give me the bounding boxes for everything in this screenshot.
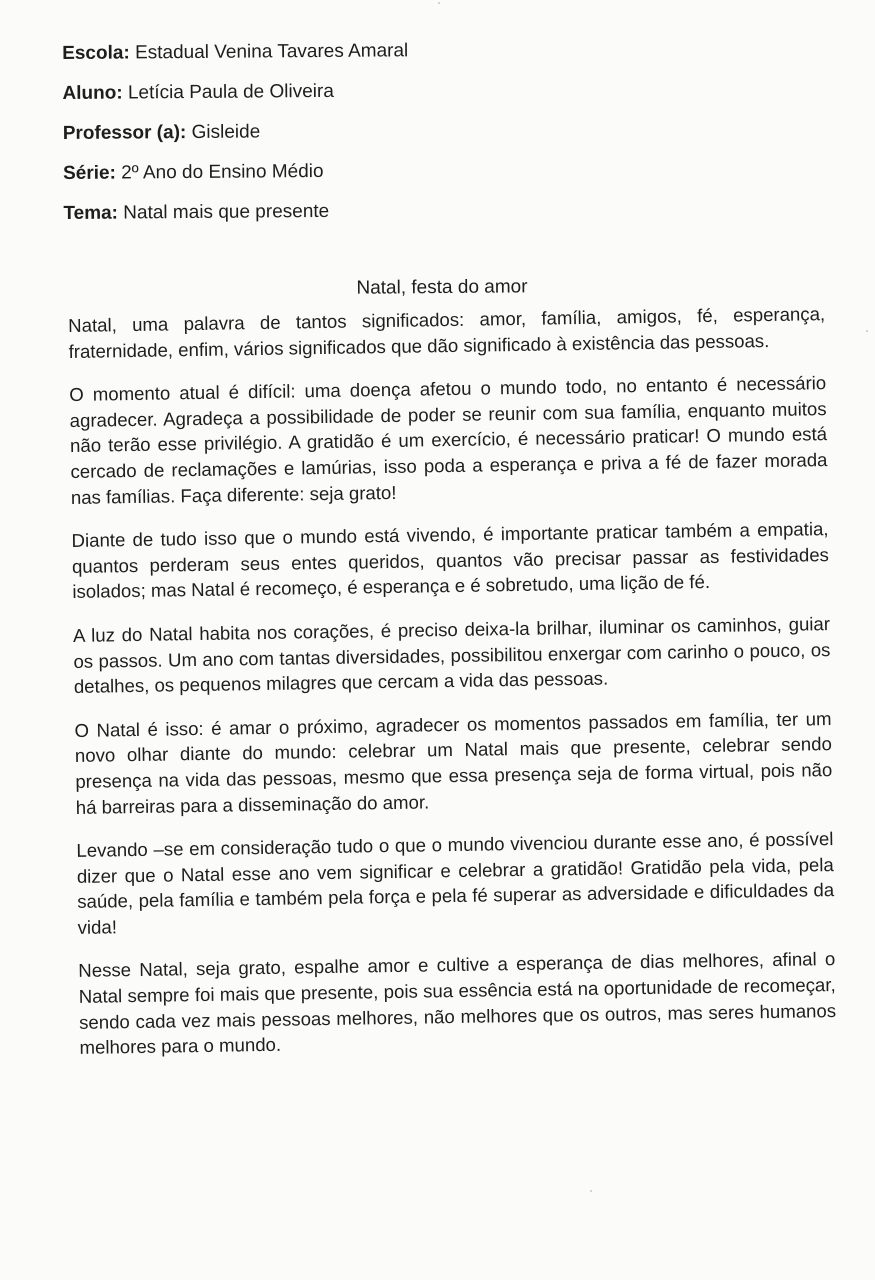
header-field-theme	[63, 188, 823, 234]
essay-title: Natal, festa do amor	[356, 276, 528, 299]
header-value-grade: 2º Ano do Ensino Médio	[121, 160, 324, 184]
scan-speck	[866, 330, 868, 332]
header-label-grade: Série:	[63, 162, 116, 184]
header-label-student: Aluno:	[62, 82, 123, 104]
header-label-school: Escola:	[62, 42, 130, 64]
header-value-student: Letícia Paula de Oliveira	[127, 80, 334, 104]
header-value-school: Estadual Venina Tavares Amaral	[134, 40, 409, 64]
essay-paragraph: O Natal é isso: é amar o próximo, agradecer os momentos passados em família, ter um novo olhar diante do mundo: celebrar um Natal mais que presente, celebrar sendo presença na vida das pessoas, mesmo que essa presença seja de forma virtual, pois não há barreiras para a disseminação do amor.	[74, 707, 833, 818]
header-field-grade	[63, 148, 823, 194]
header-label-teacher: Professor (a):	[62, 122, 187, 144]
essay-paragraph: Levando –se em consideração tudo o que o mundo vivenciou durante esse ano, é possível dizer que o Natal esse ano vem significar e celebrar a gratidão! Gratidão pela vida, pela saúde, pela família e também pela força e pela fé superar as adversidade e dificuldades da vida!	[76, 828, 835, 938]
essay-paragraph: A luz do Natal habita nos corações, é preciso deixa-la brilhar, iluminar os caminhos, guiar os passos. Um ano com tantas diversidades, possibilitou enxergar com carinho o pouco, os detalhes, os pequenos milagres que cercam a vida das pessoas.	[72, 613, 831, 698]
scan-speck	[438, 2, 440, 4]
essay-paragraph: Nesse Natal, seja grato, espalhe amor e cultive a esperança de dias melhores, afinal o Natal sempre foi mais que presente, pois sua essência está na oportunidade de recomeçar, sendo cada vez mais pessoas melhores, não melhores que os outros, mas seres humanos melhores para o mundo.	[78, 948, 837, 1059]
header-field-student	[62, 68, 822, 114]
header-field-teacher	[63, 108, 823, 154]
header-field-school	[62, 28, 822, 74]
header-value-theme: Natal mais que presente	[123, 200, 330, 224]
essay-body	[68, 301, 837, 1079]
document-header	[62, 28, 824, 234]
scan-speck	[590, 1190, 592, 1192]
essay-paragraph: Diante de tudo isso que o mundo está vivendo, é importante praticar também a empatia, quantos perderam seus entes queridos, quantos vão precisar passar as festividades isolados; mas Natal é recomeço, é esperança e é sobretudo, uma lição de fé.	[71, 518, 830, 603]
essay-paragraph: O momento atual é difícil: uma doença afetou o mundo todo, no entanto é necessário agradecer. Agradeça a possibilidade de poder se reunir com sua família, enquanto muitos não terão esse privilégio. A gratidão é um exercício, é necessário praticar! O mundo está cercado de reclamações e lamúrias, isso poda a esperança e priva a fé de fazer morada nas famílias. Faça diferente: seja grato!	[69, 372, 828, 508]
essay-paragraph: Natal, uma palavra de tantos significados: amor, família, amigos, fé, esperança, fraternidade, enfim, vários significados que dão significado à existência das pessoas.	[68, 303, 826, 362]
header-value-teacher: Gisleide	[191, 121, 261, 143]
header-label-theme: Tema:	[63, 202, 119, 224]
